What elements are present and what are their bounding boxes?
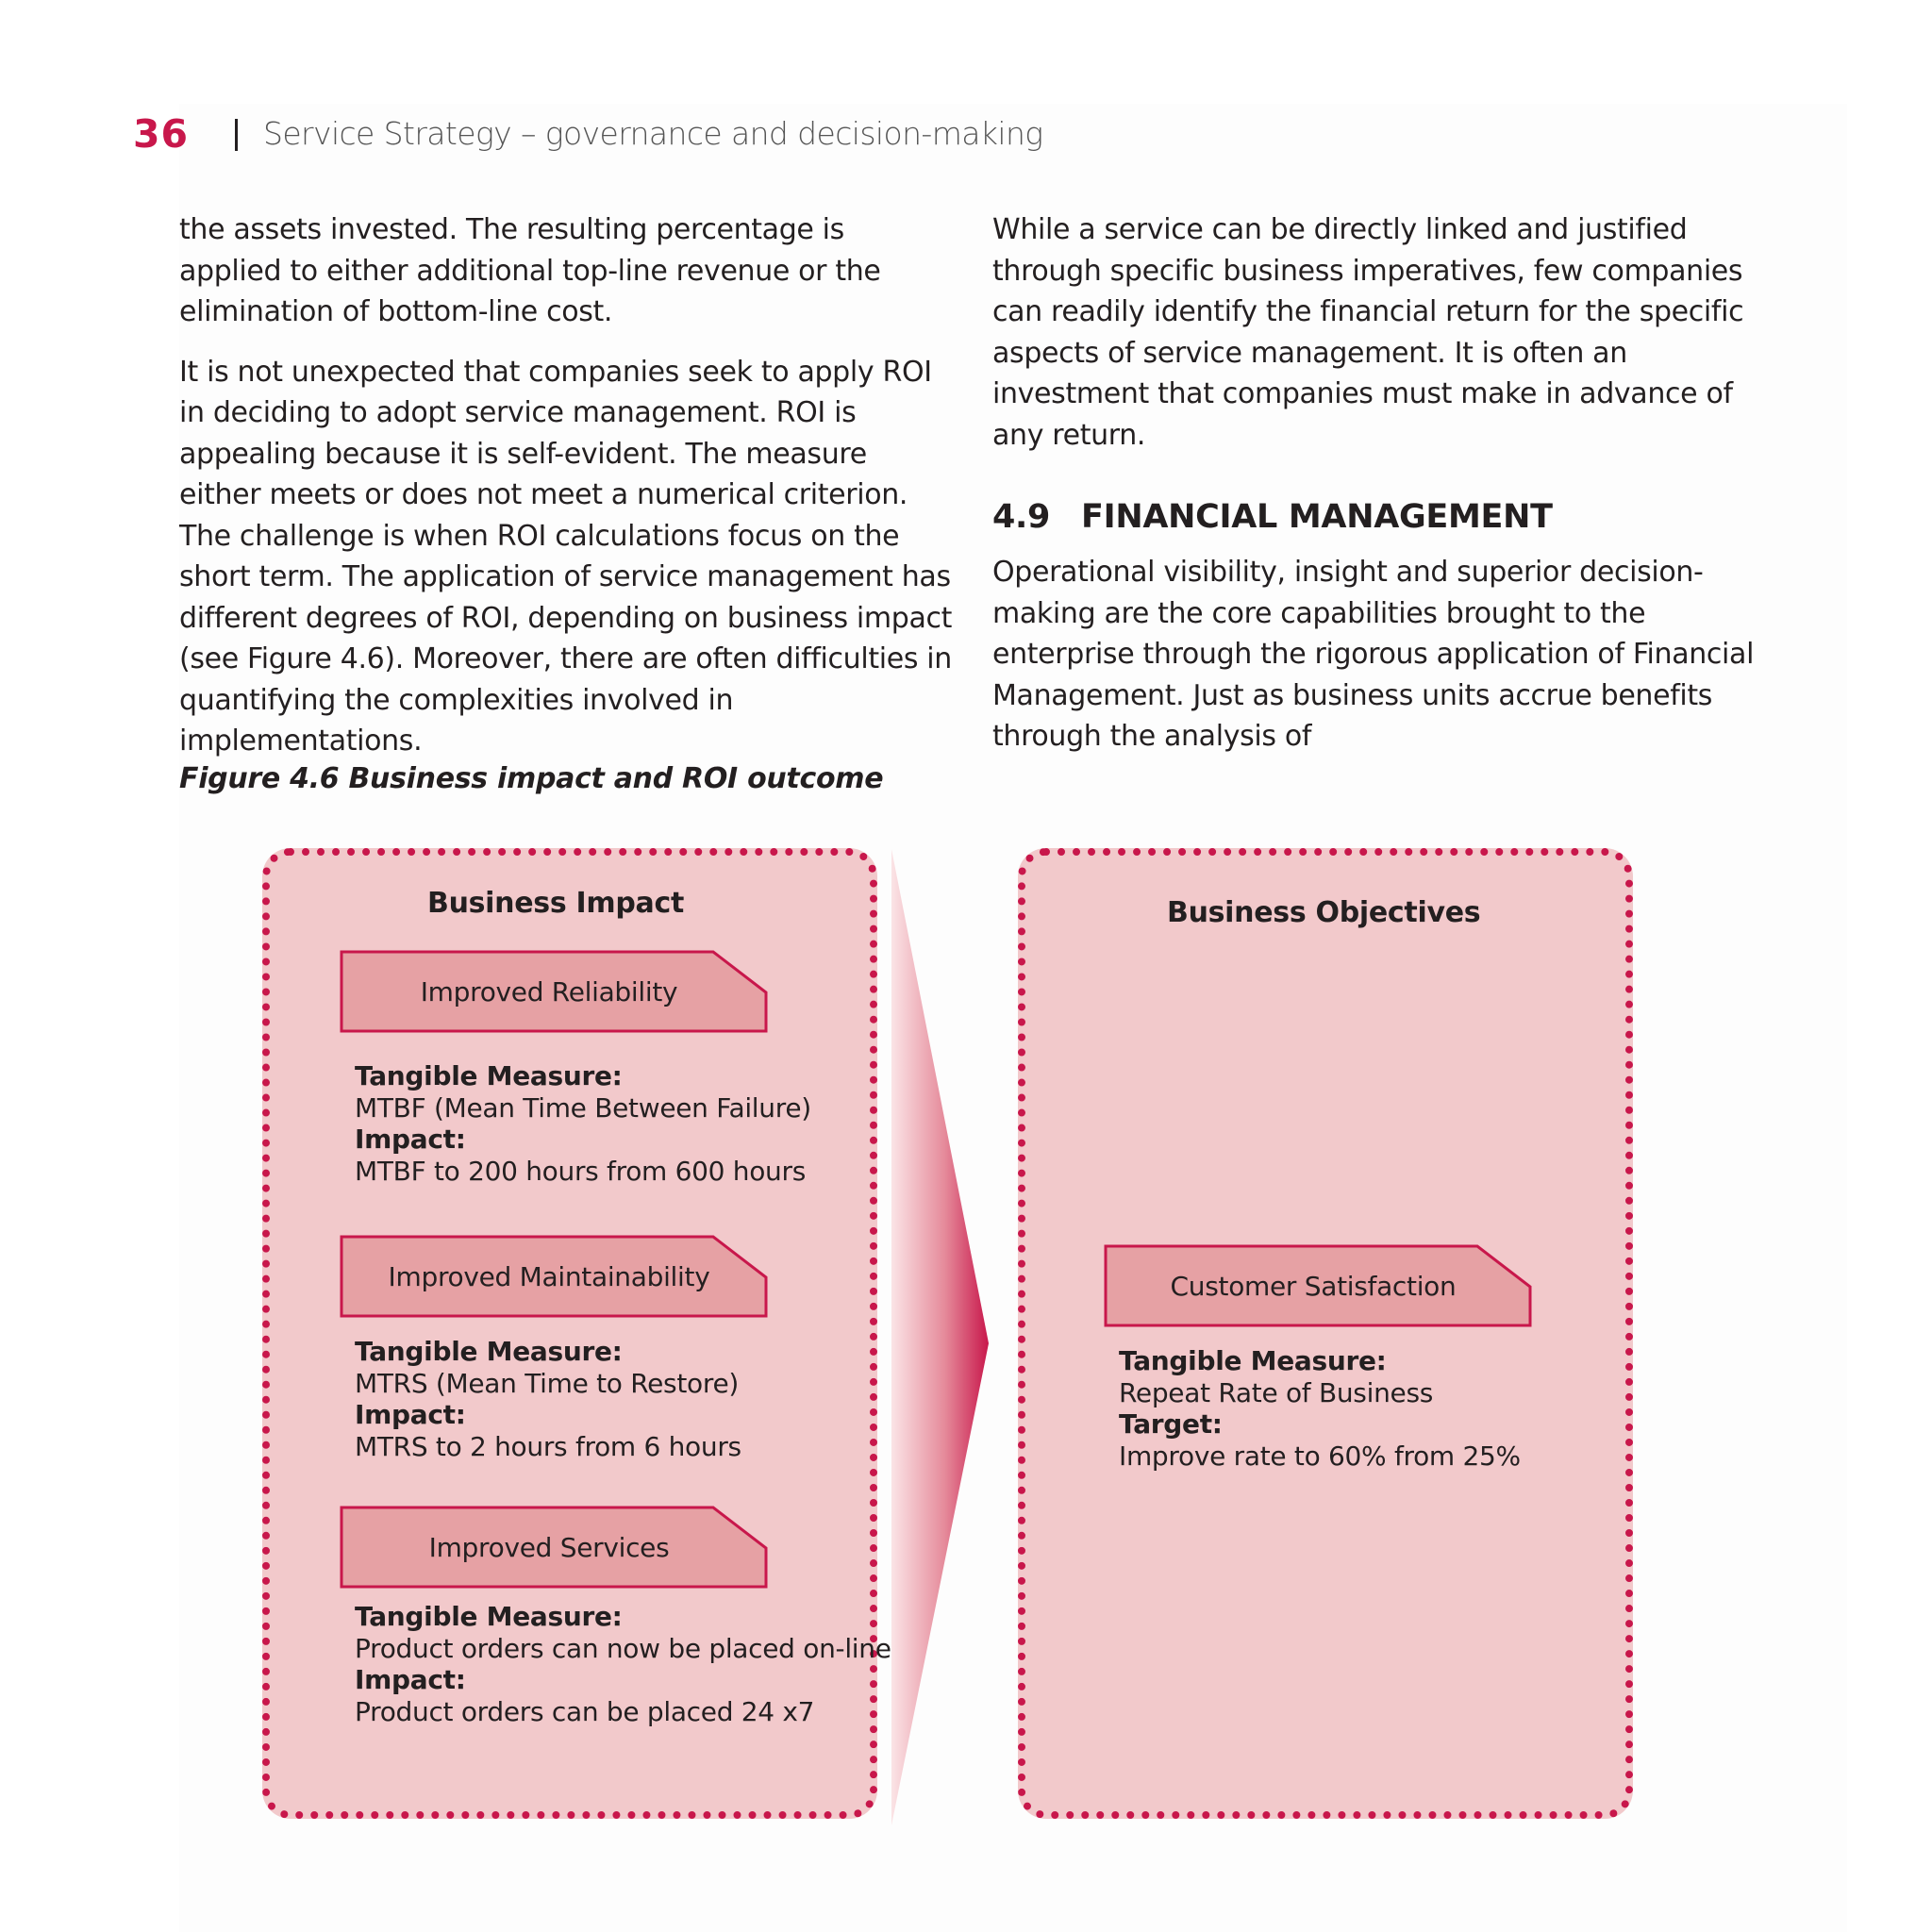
tag-label: Customer Satisfaction [1170,1271,1457,1302]
measure-value: MTBF (Mean Time Between Failure) [355,1091,811,1124]
measure-block-reliability [355,1060,811,1187]
impact-value: Product orders can be placed 24 x7 [355,1695,815,1727]
measure-label: Tangible Measure: [1119,1345,1387,1376]
measure-block-maintainability [355,1336,741,1462]
arrow-shape [887,849,1000,1830]
measure-label: Tangible Measure: [355,1060,623,1091]
measure-value: Repeat Rate of Business [1119,1376,1434,1408]
target-value: Improve rate to 60% from 25% [1119,1440,1521,1472]
section-heading [992,493,1766,541]
tag-customer-satisfaction [1104,1244,1530,1327]
paragraph: It is not unexpected that companies seek to apply ROI in deciding to adopt service management. ROI is appealing because it is self-evident. The measure either meets or does not meet a numerical criterion. The challenge is when ROI calculations focus on the short term. The application of service management has different degrees of ROI, depending on business impact (see Figure 4.6). Moreover, there are often difficulties in quantifying the complexities involved in implementations. [179,355,953,758]
impact-value: MTBF to 200 hours from 600 hours [355,1155,806,1187]
header-divider [235,119,238,151]
paragraph: While a service can be directly linked and justified through specific business imperatives, few companies can readily identify the financial return for the specific aspects of service management. It is often an investment that companies must make in advance of any return. [992,213,1744,452]
measure-label: Tangible Measure: [355,1601,623,1632]
tag-improved-reliability [340,950,766,1033]
business-objectives-title: Business Objectives [1167,896,1481,929]
paragraph: the assets invested. The resulting percentage is applied to either additional top-line revenue or the elimination of bottom-line cost. [179,213,881,328]
section-title: FINANCIAL MANAGEMENT [1081,498,1553,536]
tag-label: Improved Maintainability [388,1261,710,1292]
tag-label: Improved Services [428,1532,670,1563]
paragraph: Operational visibility, insight and superior decision-making are the core capabilities brought to the enterprise through the rigorous application of Financial Management. Just as business units accrue benefits through the analysis of [992,556,1755,753]
impact-label: Impact: [355,1664,466,1695]
business-impact-title: Business Impact [427,887,684,920]
impact-label: Impact: [355,1124,466,1155]
measure-value: Product orders can now be placed on-line [355,1632,891,1664]
measure-value: MTRS (Mean Time to Restore) [355,1367,740,1399]
measure-block-services [355,1601,891,1727]
right-column [992,209,1766,776]
tag-improved-maintainability [340,1235,766,1318]
impact-label: Impact: [355,1399,466,1430]
figure-caption: Figure 4.6 Business impact and ROI outcome [179,762,884,795]
running-head: Service Strategy – governance and decision-making [263,115,1043,152]
section-number: 4.9 [992,498,1051,536]
left-column [179,209,953,781]
target-label: Target: [1119,1408,1223,1440]
page-number: 36 [133,111,190,157]
tag-improved-services [340,1506,766,1589]
tag-label: Improved Reliability [420,976,678,1008]
measure-block-customer-satisfaction [1119,1345,1521,1472]
impact-value: MTRS to 2 hours from 6 hours [355,1430,741,1462]
measure-label: Tangible Measure: [355,1336,623,1367]
